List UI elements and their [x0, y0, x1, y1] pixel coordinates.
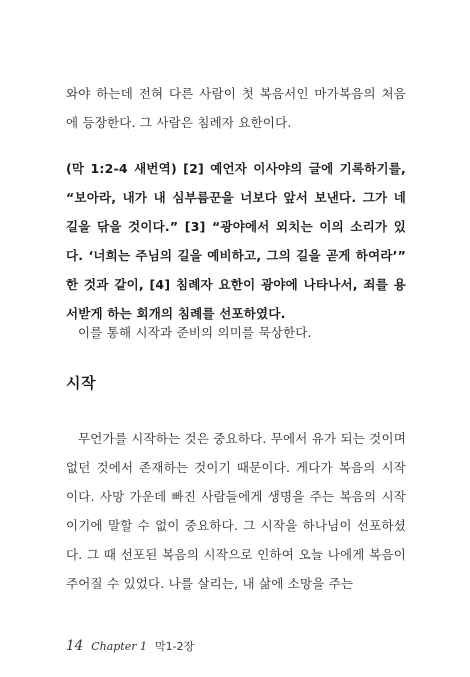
- body-paragraph: 무언가를 시작하는 것은 중요하다. 무에서 유가 되는 것이며 없던 것에서 존재하는 것이기 때문이다. 게다가 복음의 시작이다. 사망 가운데 빠진 사람들에게 생명을 주는 복음의 시작이기에 말할 수 없이 중요하다. 그 시작을 하나님이 선포하셨다. 그 때 선포된 복음의 시작으로 인하여 오늘 나에게 복음이 주어질 수 있었다. 나를 살리는, 내 삶에 소망을 주는: [66, 431, 406, 591]
- chapter-reference: 막1-2장: [154, 640, 195, 653]
- page-number: 14: [66, 638, 84, 654]
- intro-paragraph: 와야 하는데 전혀 다른 사람이 첫 복음서인 마가복음의 처음에 등장한다. 그 사람은 침례자 요한이다.: [66, 86, 406, 130]
- section-title: 시작: [66, 374, 96, 392]
- page-footer: [66, 638, 194, 654]
- scripture-quote: (막 1:2-4 새번역) [2] 예언자 이사야의 글에 기록하기를, “보아라, 내가 내 심부름꾼을 너보다 앞서 보낸다. 그가 네 길을 닦을 것이다.” [3] “광야에서 외치는 이의 소리가 있다. ‘너희는 주님의 길을 예비하고, 그의 길을 곧게 하여라’” 한 것과 같이, [4] 침례자 요한이 광야에 나타나서, 죄를 용서받게 하는 회개의 침례를 선포하였다.: [66, 161, 406, 321]
- reflection-paragraph: 이를 통해 시작과 준비의 의미를 묵상한다.: [78, 325, 312, 340]
- chapter-label: Chapter 1: [91, 640, 147, 653]
